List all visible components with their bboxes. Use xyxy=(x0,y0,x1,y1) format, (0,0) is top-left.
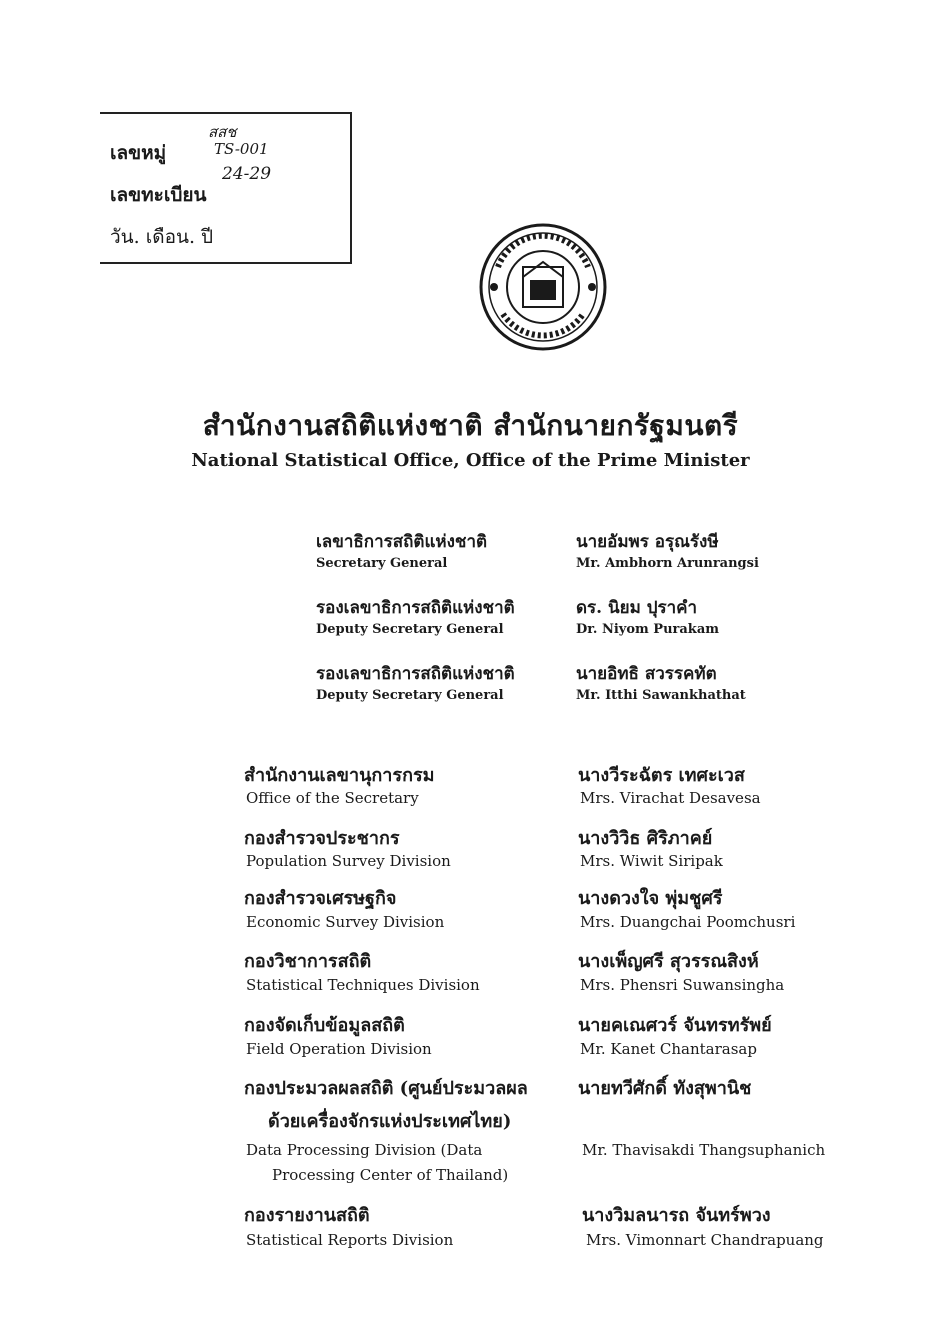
exec-2-name-en: Dr. Niyom Purakam xyxy=(576,622,719,637)
division-5-head-th: นายคเณศวร์ จันทรทรัพย์ xyxy=(578,1015,772,1036)
stamp-handwriting-register: 24-29 xyxy=(222,164,272,184)
division-6-head-en: Mr. Thavisakdi Thangsuphanich xyxy=(582,1141,826,1159)
division-7-head-th: นางวิมลนารถ จันทร์พวง xyxy=(582,1205,771,1226)
division-2-th: กองสำรวจประชากร xyxy=(244,828,400,849)
division-2-head-en: Mrs. Wiwit Siripak xyxy=(580,852,723,870)
exec-3-name-en: Mr. Itthi Sawankhathat xyxy=(576,688,746,703)
exec-2-title-en: Deputy Secretary General xyxy=(316,622,504,637)
division-3-head-th: นางดวงใจ พุ่มชูศรี xyxy=(578,888,723,909)
exec-1-name-en: Mr. Ambhorn Arunrangsi xyxy=(576,556,759,571)
division-6-en: Data Processing Division (Data xyxy=(246,1141,483,1159)
division-5-head-en: Mr. Kanet Chantarasap xyxy=(580,1040,757,1058)
stamp-label-date: วัน. เดือน. ปี xyxy=(110,226,214,248)
exec-1-title-th: เลขาธิการสถิติแห่งชาติ xyxy=(316,532,488,552)
division-4-en: Statistical Techniques Division xyxy=(246,976,480,994)
exec-3-title-th: รองเลขาธิการสถิติแห่งชาติ xyxy=(316,664,515,684)
division-6-th-line2: ด้วยเครื่องจักรแห่งประเทศไทย) xyxy=(268,1111,512,1132)
division-1-head-en: Mrs. Virachat Desavesa xyxy=(580,789,761,807)
division-6-head-th: นายทวีศักดิ์ ทังสุพานิช xyxy=(578,1078,752,1099)
stamp-handwriting-group: TS-001 xyxy=(214,140,269,158)
exec-2-title-th: รองเลขาธิการสถิติแห่งชาติ xyxy=(316,598,515,618)
exec-1-title-en: Secretary General xyxy=(316,556,448,571)
stamp-label-register: เลขทะเบียน xyxy=(110,184,207,206)
division-7-head-en: Mrs. Vimonnart Chandrapuang xyxy=(586,1231,824,1249)
office-title-english: National Statistical Office, Office of the Prime Minister xyxy=(191,450,750,471)
division-6-th: กองประมวลผลสถิติ (ศูนย์ประมวลผล xyxy=(244,1078,528,1099)
division-4-head-th: นางเพ็ญศรี สุวรรณสิงห์ xyxy=(578,951,759,972)
division-1-th: สำนักงานเลขานุการกรม xyxy=(244,765,435,786)
exec-3-name-th: นายอิทธิ สวรรคทัต xyxy=(576,664,717,684)
division-2-en: Population Survey Division xyxy=(246,852,451,870)
exec-2-name-th: ดร. นิยม ปุราคำ xyxy=(576,598,698,618)
division-7-th: กองรายงานสถิติ xyxy=(244,1205,370,1226)
exec-1-name-th: นายอัมพร อรุณรังษี xyxy=(576,532,719,552)
division-3-head-en: Mrs. Duangchai Poomchusri xyxy=(580,913,796,931)
division-7-en: Statistical Reports Division xyxy=(246,1231,454,1249)
division-3-en: Economic Survey Division xyxy=(246,913,445,931)
division-4-th: กองวิชาการสถิติ xyxy=(244,951,372,972)
office-seal-logo xyxy=(478,222,608,352)
division-4-head-en: Mrs. Phensri Suwansingha xyxy=(580,976,785,994)
division-5-th: กองจัดเก็บข้อมูลสถิติ xyxy=(244,1015,405,1036)
division-5-en: Field Operation Division xyxy=(246,1040,432,1058)
office-title-thai: สำนักงานสถิติแห่งชาติ สำนักนายกรัฐมนตรี xyxy=(202,409,739,442)
division-1-head-th: นางวีระฉัตร เทศะเวส xyxy=(578,765,745,786)
division-2-head-th: นางวิวิธ ศิริภาคย์ xyxy=(578,828,713,849)
exec-3-title-en: Deputy Secretary General xyxy=(316,688,504,703)
stamp-label-group: เลขหมู่ xyxy=(110,142,167,164)
division-3-th: กองสำรวจเศรษฐกิจ xyxy=(244,888,397,909)
division-6-en-line2: Processing Center of Thailand) xyxy=(272,1166,509,1184)
stamp-handwriting-top: สสช xyxy=(208,123,237,141)
division-1-en: Office of the Secretary xyxy=(246,789,419,807)
